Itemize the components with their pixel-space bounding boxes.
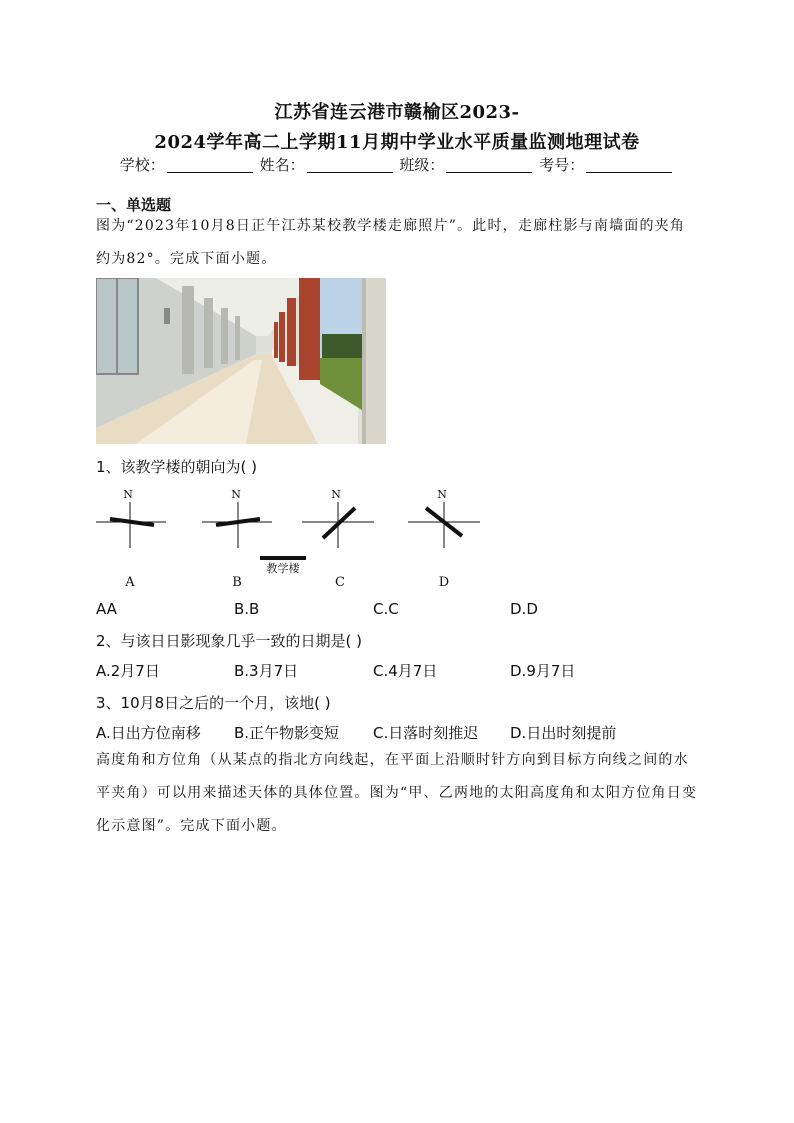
q3-option-a[interactable]: A.日出方位南移 — [96, 724, 201, 742]
orientation-diagram-graphic — [90, 484, 490, 594]
option-label-d: D — [438, 575, 450, 590]
north-label-c: N — [331, 488, 341, 501]
corridor-photo — [96, 278, 386, 444]
class-blank[interactable] — [446, 158, 532, 173]
question-2-stem: 2、与该日日影现象几乎一致的日期是( ) — [96, 632, 363, 650]
north-label-d: N — [437, 488, 447, 501]
option-label-c: C — [335, 575, 345, 590]
intro-paragraph-2: 高度角和方位角（从某点的指北方向线起，在平面上沿顺时针方向到目标方向线之间的水平夹角）可以用来描述天体的具体位置。图为“甲、乙两地的太阳高度角和太阳方位角日变化示意图”。完成下面小题。 — [96, 752, 698, 834]
question-3-stem: 3、10月8日之后的一个月，该地( ) — [96, 694, 331, 712]
q3-option-b[interactable]: B.正午物影变短 — [234, 724, 340, 742]
q2-option-a[interactable]: A.2月7日 — [96, 662, 160, 680]
corridor-photo-graphic — [96, 278, 386, 444]
north-label-a: N — [123, 488, 133, 501]
school-label: 学校： — [119, 156, 165, 174]
school-blank[interactable] — [167, 158, 253, 173]
class-label: 班级： — [399, 156, 445, 174]
q2-option-d[interactable]: D.9月7日 — [510, 662, 576, 680]
intro-paragraph-1: 图为“2023年10月8日正午江苏某校教学楼走廊照片”。此时，走廊柱影与南墙面的夹角约为82°。完成下面小题。 — [96, 218, 686, 267]
section-heading: 一、单选题 — [96, 196, 172, 214]
exam-title-line2: 2024学年高二上学期11月期中学业水平质量监测地理试卷 — [154, 132, 640, 153]
exam-no-blank[interactable] — [586, 158, 672, 173]
q1-option-a[interactable]: AA — [96, 600, 117, 618]
building-mark-c — [323, 508, 355, 538]
q2-option-b[interactable]: B.3月7日 — [234, 662, 299, 680]
exam-title-line1: 江苏省连云港市赣榆区2023- — [274, 102, 520, 123]
question-1-stem: 1、该教学楼的朝向为( ) — [96, 458, 258, 476]
option-label-a: A — [125, 575, 135, 590]
name-blank[interactable] — [307, 158, 393, 173]
option-label-b: B — [232, 575, 242, 590]
name-label: 姓名： — [259, 156, 305, 174]
q3-option-c[interactable]: C.日落时刻推迟 — [373, 724, 479, 742]
student-info-row — [0, 154, 794, 175]
legend-building-label: 教学楼 — [266, 562, 300, 575]
q1-option-b[interactable]: B.B — [234, 600, 260, 618]
north-label-b: N — [231, 488, 241, 501]
q1-option-c[interactable]: C.C — [373, 600, 399, 618]
q1-option-d[interactable]: D.D — [510, 600, 538, 618]
q2-option-c[interactable]: C.4月7日 — [373, 662, 438, 680]
exam-no-label: 考号： — [539, 156, 585, 174]
orientation-diagram — [90, 484, 490, 594]
q3-option-d[interactable]: D.日出时刻提前 — [510, 724, 617, 742]
